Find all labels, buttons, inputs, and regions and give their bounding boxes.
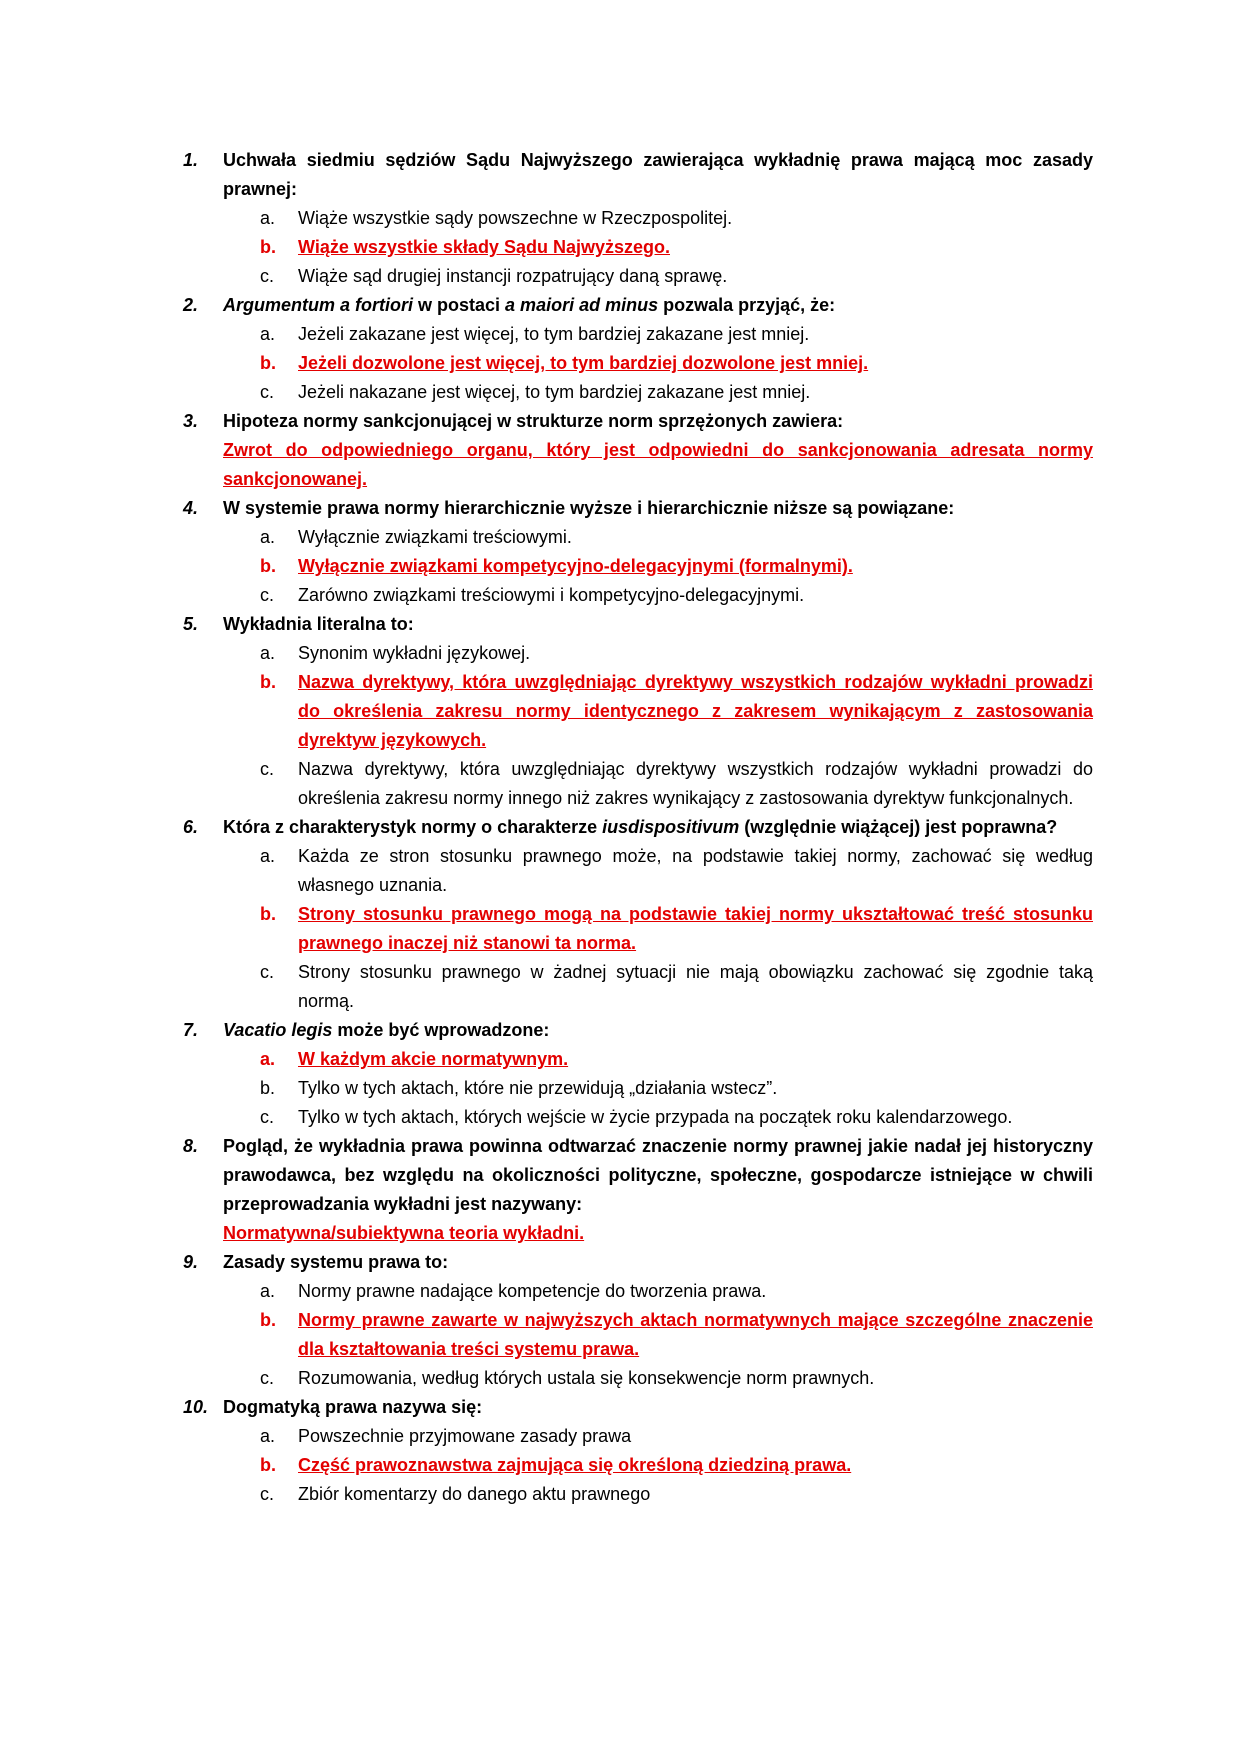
question-text — [223, 813, 1093, 842]
answer-c — [183, 262, 1093, 291]
answer-text: Wiąże sąd drugiej instancji rozpatrujący daną sprawę. — [298, 266, 728, 286]
answer-c — [183, 1480, 1093, 1509]
answer-text: Tylko w tych aktach, które nie przewidują „działania wstecz”. — [298, 1078, 778, 1098]
question-text: Pogląd, że wykładnia prawa powinna odtwarzać znaczenie normy prawnej jakie nadał jej historyczny prawodawca, bez względu na okoliczności polityczne, społeczne, gospodarcze istniejące w chwili przeprowadzania wykładni jest nazywany: — [223, 1136, 1093, 1214]
answer-text: Zbiór komentarzy do danego aktu prawnego — [298, 1484, 651, 1504]
question-number: 10. — [183, 1397, 209, 1417]
answer-letter: c. — [260, 382, 275, 402]
question-number: 5. — [183, 614, 199, 634]
question-text: Uchwała siedmiu sędziów Sądu Najwyższego zawierająca wykładnię prawa mającą moc zasady prawnej: — [223, 150, 1093, 199]
answer-letter: b. — [260, 904, 276, 924]
answer-letter: b. — [260, 672, 276, 692]
question-5 — [183, 610, 1093, 813]
answer-b-correct — [183, 1451, 1093, 1480]
question-text: Wykładnia literalna to: — [223, 614, 414, 634]
question-text-part: może być wprowadzone: — [332, 1020, 550, 1040]
answer-letter: c. — [260, 1484, 275, 1504]
question-number: 9. — [183, 1252, 199, 1272]
answer-b — [183, 1074, 1093, 1103]
question-1 — [183, 146, 1093, 291]
answer-b-correct — [183, 1306, 1093, 1364]
question-3 — [183, 407, 1093, 494]
question-2 — [183, 291, 1093, 407]
answer-text: Część prawoznawstwa zajmująca się określoną dziedziną prawa. — [298, 1455, 852, 1475]
latin-term: iusdispositivum — [602, 817, 740, 837]
direct-answer-correct: Normatywna/subiektywna teoria wykładni. — [223, 1223, 585, 1243]
answer-text: Rozumowania, według których ustala się konsekwencje norm prawnych. — [298, 1368, 875, 1388]
answer-letter: a. — [260, 846, 276, 866]
question-text-part: w postaci — [413, 295, 506, 315]
answer-b-correct — [183, 233, 1093, 262]
question-9 — [183, 1248, 1093, 1393]
answer-text: Powszechnie przyjmowane zasady prawa — [298, 1426, 632, 1446]
answer-text: Wyłącznie związkami treściowymi. — [298, 527, 572, 547]
answer-a — [183, 204, 1093, 233]
answer-letter: b. — [260, 1078, 276, 1098]
answer-text: Synonim wykładni językowej. — [298, 643, 531, 663]
answer-b-correct — [183, 552, 1093, 581]
answer-letter: a. — [260, 527, 276, 547]
answer-text: Jeżeli nakazane jest więcej, to tym bardziej zakazane jest mniej. — [298, 382, 811, 402]
direct-answer-correct: Zwrot do odpowiedniego organu, który jest odpowiedni do sankcjonowania adresata normy sankcjonowanej. — [223, 440, 1093, 489]
answer-text: Jeżeli zakazane jest więcej, to tym bardziej zakazane jest mniej. — [298, 324, 810, 344]
answer-text: Nazwa dyrektywy, która uwzględniając dyrektywy wszystkich rodzajów wykładni prowadzi do określenia zakresu normy identycznego z zakresem wynikającym z zastosowania dyrektyw językowych. — [298, 672, 1093, 750]
answer-c — [183, 755, 1093, 813]
answer-c — [183, 1103, 1093, 1132]
answer-a — [183, 842, 1093, 900]
latin-term: a maiori ad minus — [505, 295, 659, 315]
question-number: 6. — [183, 817, 199, 837]
answer-a — [183, 1277, 1093, 1306]
question-text: Hipoteza normy sankcjonującej w strukturze norm sprzężonych zawiera: — [223, 411, 844, 431]
question-text: Dogmatyką prawa nazywa się: — [223, 1397, 483, 1417]
answer-text: Wyłącznie związkami kompetycyjno-delegacyjnymi (formalnymi). — [298, 556, 853, 576]
answer-letter: c. — [260, 1107, 275, 1127]
question-text-part: pozwala przyjąć, że: — [658, 295, 836, 315]
question-number: 7. — [183, 1020, 199, 1040]
answer-letter: b. — [260, 1310, 276, 1330]
question-number: 3. — [183, 411, 199, 431]
question-list — [183, 146, 1093, 1509]
question-text-part: Która z charakterystyk normy o charakterze — [223, 817, 603, 837]
answer-letter: c. — [260, 962, 275, 982]
answer-b-correct — [183, 668, 1093, 755]
answer-text: W każdym akcie normatywnym. — [298, 1049, 569, 1069]
answer-letter: b. — [260, 353, 276, 373]
answer-text: Jeżeli dozwolone jest więcej, to tym bardziej dozwolone jest mniej. — [298, 353, 869, 373]
answer-letter: b. — [260, 237, 276, 257]
answer-text: Wiąże wszystkie składy Sądu Najwyższego. — [298, 237, 670, 257]
answer-letter: a. — [260, 1281, 276, 1301]
answer-letter: b. — [260, 556, 276, 576]
latin-term: Vacatio legis — [223, 1020, 333, 1040]
answer-c — [183, 1364, 1093, 1393]
answer-letter: c. — [260, 585, 275, 605]
answer-text: Normy prawne nadające kompetencje do tworzenia prawa. — [298, 1281, 767, 1301]
question-text — [223, 1016, 1093, 1045]
latin-term: Argumentum a fortiori — [223, 295, 414, 315]
answer-a — [183, 639, 1093, 668]
answer-text: Normy prawne zawarte w najwyższych aktach normatywnych mające szczególne znaczenie dla kształtowania treści systemu prawa. — [298, 1310, 1093, 1359]
answer-text: Nazwa dyrektywy, która uwzględniając dyrektywy wszystkich rodzajów wykładni prowadzi do określenia zakresu normy innego niż zakres wynikający z zastosowania dyrektyw funkcjonalnych. — [298, 759, 1093, 808]
answer-letter: a. — [260, 1049, 276, 1069]
answer-text: Każda ze stron stosunku prawnego może, na podstawie takiej normy, zachować się według własnego uznania. — [298, 846, 1093, 895]
question-text: Zasady systemu prawa to: — [223, 1252, 449, 1272]
answer-a — [183, 523, 1093, 552]
answer-text: Strony stosunku prawnego w żadnej sytuacji nie mają obowiązku zachować się zgodnie taką normą. — [298, 962, 1093, 1011]
question-number: 1. — [183, 150, 199, 170]
answer-text: Strony stosunku prawnego mogą na podstawie takiej normy ukształtować treść stosunku prawnego inaczej niż stanowi ta norma. — [298, 904, 1093, 953]
question-10 — [183, 1393, 1093, 1509]
answer-b-correct — [183, 900, 1093, 958]
answer-c — [183, 958, 1093, 1016]
answer-a — [183, 1422, 1093, 1451]
question-number: 8. — [183, 1136, 199, 1156]
answer-letter: c. — [260, 266, 275, 286]
question-text-part: (względnie wiążącej) jest poprawna? — [739, 817, 1058, 837]
answer-b-correct — [183, 349, 1093, 378]
question-8 — [183, 1132, 1093, 1248]
answer-a-correct — [183, 1045, 1093, 1074]
question-text: W systemie prawa normy hierarchicznie wyższe i hierarchicznie niższe są powiązane: — [223, 498, 955, 518]
answer-a — [183, 320, 1093, 349]
question-number: 4. — [183, 498, 199, 518]
answer-letter: c. — [260, 759, 275, 779]
answer-text: Zarówno związkami treściowymi i kompetycyjno-delegacyjnymi. — [298, 585, 805, 605]
answer-letter: a. — [260, 208, 276, 228]
question-number: 2. — [183, 295, 199, 315]
question-7 — [183, 1016, 1093, 1132]
answer-c — [183, 581, 1093, 610]
answer-c — [183, 378, 1093, 407]
answer-letter: a. — [260, 324, 276, 344]
answer-letter: b. — [260, 1455, 276, 1475]
answer-letter: a. — [260, 1426, 276, 1446]
answer-letter: c. — [260, 1368, 275, 1388]
answer-text: Tylko w tych aktach, których wejście w życie przypada na początek roku kalendarzowego. — [298, 1107, 1013, 1127]
answer-text: Wiąże wszystkie sądy powszechne w Rzeczpospolitej. — [298, 208, 733, 228]
question-6 — [183, 813, 1093, 1016]
question-4 — [183, 494, 1093, 610]
answer-letter: a. — [260, 643, 276, 663]
question-text — [223, 291, 1093, 320]
